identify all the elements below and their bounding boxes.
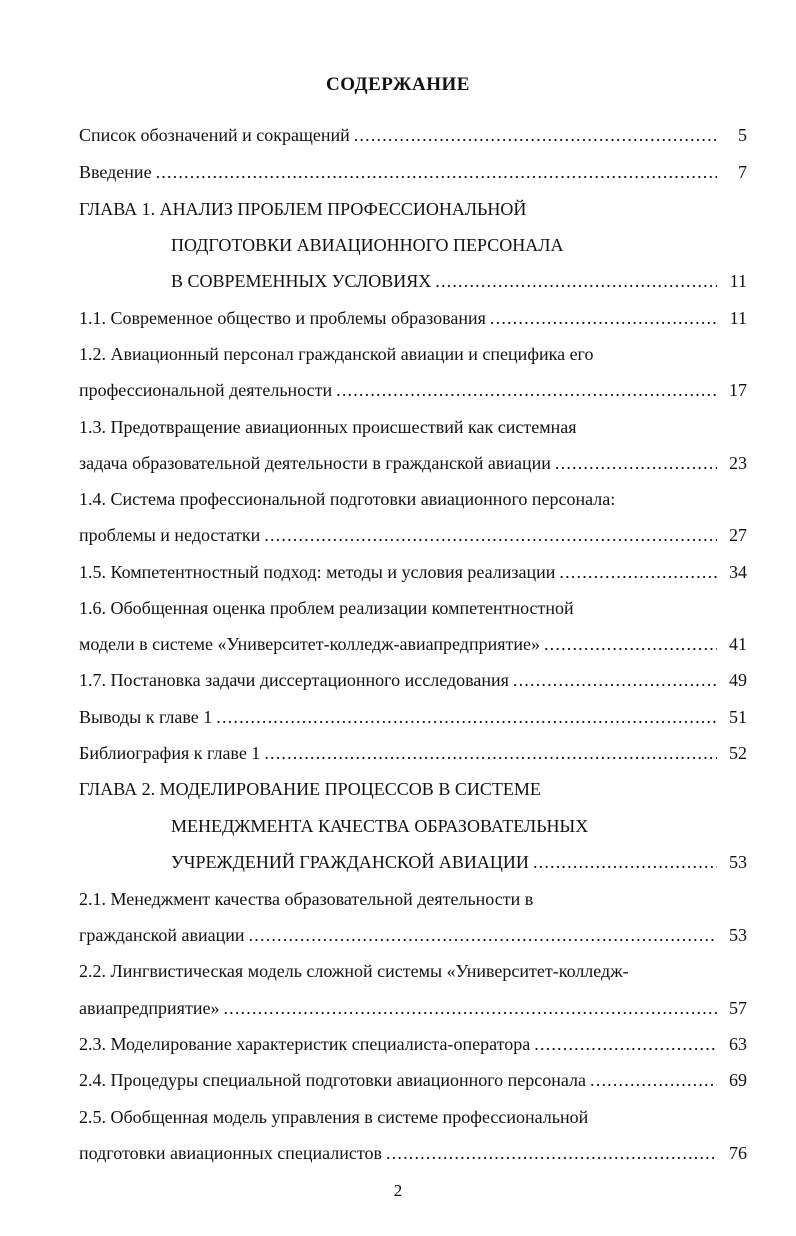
toc-entry-page: 11 xyxy=(729,271,747,291)
toc-leader-dots xyxy=(490,305,717,331)
toc-entry-text: 2.2. Лингвистическая модель сложной системы «Университет-колледж- xyxy=(79,961,629,981)
toc-entry xyxy=(171,268,747,294)
toc-entry-page: 57 xyxy=(729,998,747,1018)
toc-entry xyxy=(79,305,747,331)
toc-leader-dots xyxy=(555,450,717,476)
toc-entry-text: Список обозначений и сокращений xyxy=(79,125,350,145)
toc-entry xyxy=(79,1031,747,1057)
toc-entry xyxy=(79,922,747,948)
toc-entry-text: 2.1. Менеджмент качества образовательной деятельности в xyxy=(79,889,534,909)
toc-leader-dots xyxy=(264,522,717,548)
toc-entry-page: 11 xyxy=(729,308,747,328)
toc-entry xyxy=(79,159,747,185)
toc-entry-text: авиапредприятие» xyxy=(79,998,220,1018)
toc-leader-dots xyxy=(249,922,717,948)
toc-entry-first-line xyxy=(79,958,747,984)
toc-entry-page: 41 xyxy=(729,634,747,654)
toc-entry-text: УЧРЕЖДЕНИЙ ГРАЖДАНСКОЙ АВИАЦИИ xyxy=(171,852,529,872)
toc-entry-page: 53 xyxy=(729,925,747,945)
toc-entry-text: МЕНЕДЖМЕНТА КАЧЕСТВА ОБРАЗОВАТЕЛЬНЫХ xyxy=(171,816,589,836)
toc-leader-dots xyxy=(559,559,717,585)
toc-leader-dots xyxy=(264,740,717,766)
toc-entry-page: 53 xyxy=(729,852,747,872)
toc-entry-text: 2.3. Моделирование характеристик специалиста-оператора xyxy=(79,1034,531,1054)
toc-entry-page: 5 xyxy=(738,125,747,145)
toc-entry-text: проблемы и недостатки xyxy=(79,525,261,545)
toc-entry-first-line xyxy=(79,886,747,912)
toc-entry-page: 52 xyxy=(729,743,747,763)
toc-leader-dots xyxy=(590,1067,717,1093)
toc-chapter-title xyxy=(79,776,747,802)
toc-entry-text: 1.3. Предотвращение авиационных происшествий как системная xyxy=(79,417,577,437)
toc-leader-dots xyxy=(533,849,717,875)
toc-entry-text: 2.4. Процедуры специальной подготовки авиационного персонала xyxy=(79,1070,587,1090)
toc-entry-text: 1.2. Авиационный персонал гражданской авиации и специфика его xyxy=(79,344,594,364)
toc-entry-page: 76 xyxy=(729,1143,747,1163)
toc-heading: СОДЕРЖАНИЕ xyxy=(326,74,470,95)
toc-entry-text: Выводы к главе 1 xyxy=(79,707,213,727)
toc-entry-text: 1.6. Обобщенная оценка проблем реализации компетентностной xyxy=(79,598,574,618)
toc-entry xyxy=(79,1140,747,1166)
toc-entry-text: 2.5. Обобщенная модель управления в системе профессиональной xyxy=(79,1107,589,1127)
toc-entry-first-line xyxy=(79,486,747,512)
toc-entry-text: Введение xyxy=(79,162,152,182)
toc-entry-text: задача образовательной деятельности в гражданской авиации xyxy=(79,453,551,473)
toc-entry xyxy=(79,450,747,476)
toc-entry-page: 7 xyxy=(738,162,747,182)
toc-entry-first-line xyxy=(79,341,747,367)
toc-leader-dots xyxy=(544,631,717,657)
toc-chapter-title xyxy=(171,232,747,258)
toc-chapter-title xyxy=(79,196,747,222)
toc-entry-text: ГЛАВА 2. МОДЕЛИРОВАНИЕ ПРОЦЕССОВ В СИСТЕМЕ xyxy=(79,779,541,799)
toc-entry xyxy=(79,631,747,657)
toc-entry-first-line xyxy=(79,1104,747,1130)
toc-entry xyxy=(79,522,747,548)
toc-entry xyxy=(79,995,747,1021)
toc-entry-page: 17 xyxy=(729,380,747,400)
toc-entry-text: 1.4. Система профессиональной подготовки авиационного персонала: xyxy=(79,489,616,509)
toc-entry-page: 69 xyxy=(729,1070,747,1090)
toc-entry-text: профессиональной деятельности xyxy=(79,380,333,400)
toc-chapter-title xyxy=(171,813,747,839)
toc-leader-dots xyxy=(156,159,717,185)
toc-entry xyxy=(171,849,747,875)
toc-entry-text: Библиография к главе 1 xyxy=(79,743,261,763)
toc-entry-text: В СОВРЕМЕННЫХ УСЛОВИЯХ xyxy=(171,271,432,291)
toc-entry-page: 63 xyxy=(729,1034,747,1054)
toc-entry-first-line xyxy=(79,414,747,440)
toc-leader-dots xyxy=(354,122,717,148)
toc-entry-text: 1.7. Постановка задачи диссертационного исследования xyxy=(79,670,509,690)
toc-entry xyxy=(79,559,747,585)
toc-leader-dots xyxy=(336,377,717,403)
toc-entry xyxy=(79,1067,747,1093)
toc-entry-page: 51 xyxy=(729,707,747,727)
toc-entry-text: подготовки авиационных специалистов xyxy=(79,1143,382,1163)
toc-entry-first-line xyxy=(79,595,747,621)
toc-leader-dots xyxy=(223,995,717,1021)
toc-entry xyxy=(79,377,747,403)
toc-entry-text: ПОДГОТОВКИ АВИАЦИОННОГО ПЕРСОНАЛА xyxy=(171,235,564,255)
toc-entry-text: модели в системе «Университет-колледж-авиапредприятие» xyxy=(79,634,540,654)
toc-entry-text: 1.5. Компетентностный подход: методы и условия реализации xyxy=(79,562,556,582)
toc-entry xyxy=(79,122,747,148)
toc-entry-page: 34 xyxy=(729,562,747,582)
toc-entry-text: ГЛАВА 1. АНАЛИЗ ПРОБЛЕМ ПРОФЕССИОНАЛЬНОЙ xyxy=(79,199,527,219)
toc-entry xyxy=(79,667,747,693)
toc-entry xyxy=(79,740,747,766)
toc-leader-dots xyxy=(216,704,717,730)
toc-entry-text: 1.1. Современное общество и проблемы образования xyxy=(79,308,486,328)
toc-leader-dots xyxy=(513,667,717,693)
toc-entry-page: 23 xyxy=(729,453,747,473)
toc-leader-dots xyxy=(534,1031,717,1057)
toc-leader-dots xyxy=(435,268,717,294)
toc-entry xyxy=(79,704,747,730)
toc-entry-page: 27 xyxy=(729,525,747,545)
toc-entry-text: гражданской авиации xyxy=(79,925,245,945)
toc-entry-page: 49 xyxy=(729,670,747,690)
page-number: 2 xyxy=(393,1181,403,1200)
toc-leader-dots xyxy=(386,1140,717,1166)
